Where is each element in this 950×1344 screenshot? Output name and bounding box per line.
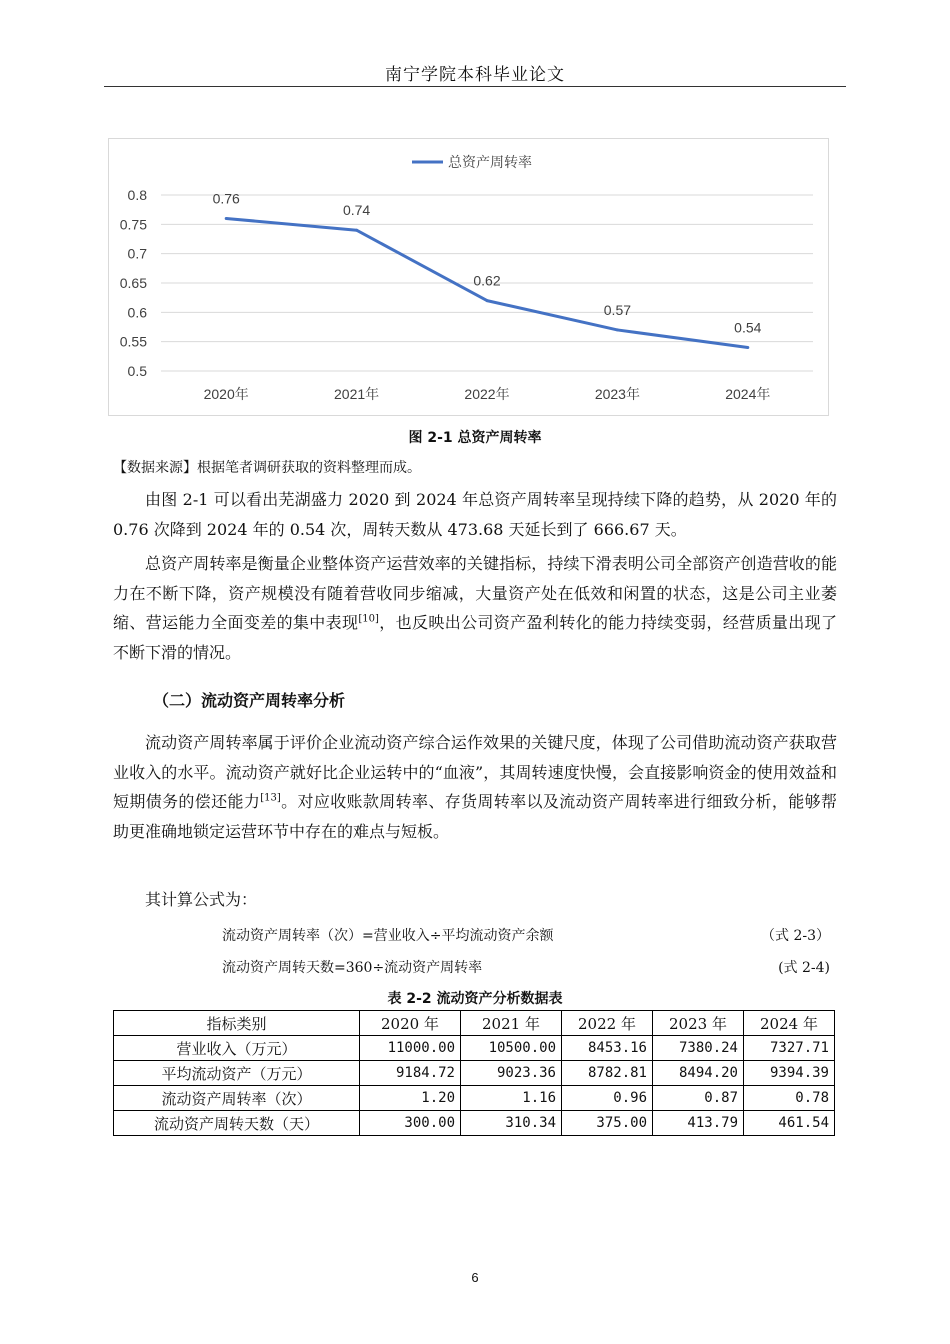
table-cell: 413.79 [653,1111,744,1136]
table-cell: 8494.20 [653,1061,744,1086]
paragraph-3-text-a: 流动资产周转率属于评价企业流动资产综合运作效果的关键尺度，体现了公司借助流动资产获取营业收入的水平。流动资产就好比企业运转中的“血液”，其周转速度快慢，会直接影响资金的使用效益和短期债务的偿还能力 [113,733,837,811]
table-cell: 0.78 [744,1086,835,1111]
table-cell: 375.00 [562,1111,653,1136]
table-cell: 461.54 [744,1111,835,1136]
data-label: 0.74 [342,202,371,219]
row-label: 流动资产周转率（次） [114,1086,360,1111]
data-point [616,328,619,331]
chart-canvas [109,139,828,415]
table-caption: 表 2-2 流动资产分析数据表 [387,991,563,1007]
table-cell: 1.16 [461,1086,562,1111]
formula-2-3-text: 流动资产周转率（次）=营业收入÷平均流动资产余额 [222,928,554,944]
paragraph-2-text-a: 总资产周转率是衡量企业整体资产运营效率的关键指标，持续下滑表明公司全部资产创造营收的能力在不断下降，资产规模没有随着营收同步缩减，大量资产处在低效和闲置的状态，这是公司主业萎缩、营运能力全面变差的集中表现 [113,554,837,632]
table-row [114,1111,835,1136]
x-tick-label: 2023年 [594,386,640,402]
y-tick-label: 0.55 [119,333,147,350]
table-cell: 7327.71 [744,1036,835,1061]
data-label: 0.62 [473,272,501,289]
citation-13: [13] [260,792,281,804]
row-label: 平均流动资产（万元） [114,1061,360,1086]
data-label: 0.57 [603,301,632,318]
table-row [114,1061,835,1086]
y-tick-label: 0.6 [127,304,147,321]
formula-2-4-tag: (式 2-4) [778,960,830,976]
header-cell: 2021 年 [461,1011,562,1036]
citation-10: [10] [358,613,379,625]
page-number: 6 [471,1270,479,1285]
table-cell: 8453.16 [562,1036,653,1061]
header-cell: 2022 年 [562,1011,653,1036]
table-cell: 7380.24 [653,1036,744,1061]
paragraph-1-text: 由图 2-1 可以看出芜湖盛力 2020 到 2024 年总资产周转率呈现持续下降的趋势，从 2020 年的 0.76 次降到 2024 年的 0.54 次，周转天数从 473.68 天延长到了 666.67 天。 [113,490,837,539]
data-point [486,299,489,302]
y-tick-label: 0.65 [119,275,147,291]
table-row [114,1036,835,1061]
y-tick-label: 0.5 [127,363,147,379]
header-divider [104,86,846,87]
y-tick-label: 0.8 [127,187,147,203]
table-cell: 0.87 [653,1086,744,1111]
x-tick-label: 2021年 [334,386,380,402]
paragraph-3-text-b: 。对应收账款周转率、存货周转率以及流动资产周转率进行细致分析，能够帮助更准确地锁定运营环节中存在的难点与短板。 [113,792,837,841]
data-source-note: 【数据来源】根据笔者调研获取的资料整理而成。 [113,460,421,476]
row-label: 流动资产周转天数（天） [114,1111,360,1136]
table-cell: 9394.39 [744,1061,835,1086]
table-cell: 0.96 [562,1086,653,1111]
paragraph-2-text-b: ，也反映出公司资产盈利转化的能力持续变弱，经营质量出现了不断下滑的情况。 [113,613,837,662]
y-tick-label: 0.7 [127,245,147,262]
row-label: 营业收入（万元） [114,1036,360,1061]
legend-label: 总资产周转率 [448,154,532,170]
paragraph-3 [113,728,837,846]
x-tick-label: 2022年 [464,386,510,402]
header-cell: 2020 年 [360,1011,461,1036]
header-cell: 2024 年 [744,1011,835,1036]
paragraph-4: 其计算公式为： [145,890,258,909]
section-heading: （二）流动资产周转率分析 [153,691,346,710]
page-header: 南宁学院本科毕业论文 [385,65,565,85]
formula-2-4-text: 流动资产周转天数=360÷流动资产周转率 [222,960,483,976]
table-cell: 10500.00 [461,1036,562,1061]
header-cell: 2023 年 [653,1011,744,1036]
data-point [355,229,358,232]
x-tick-label: 2024年 [725,386,771,402]
data-point [746,346,749,349]
current-assets-table [113,1010,835,1136]
table-cell: 11000.00 [360,1036,461,1061]
table-cell: 9023.36 [461,1061,562,1086]
table-cell: 1.20 [360,1086,461,1111]
line-chart [108,138,829,416]
table-cell: 8782.81 [562,1061,653,1086]
figure-caption: 图 2-1 总资产周转率 [408,430,542,446]
paragraph-2 [113,549,837,667]
table-cell: 9184.72 [360,1061,461,1086]
paragraph-1 [113,485,837,544]
table-row [114,1086,835,1111]
table-header-row [114,1011,835,1036]
x-tick-label: 2020年 [203,386,249,402]
data-point [225,217,228,220]
y-tick-label: 0.75 [119,216,147,233]
table-cell: 300.00 [360,1111,461,1136]
table-cell: 310.34 [461,1111,562,1136]
data-label: 0.76 [212,190,240,207]
header-cell: 指标类别 [114,1011,360,1036]
data-label: 0.54 [734,319,762,336]
formula-2-3-tag: （式 2-3） [761,928,830,944]
